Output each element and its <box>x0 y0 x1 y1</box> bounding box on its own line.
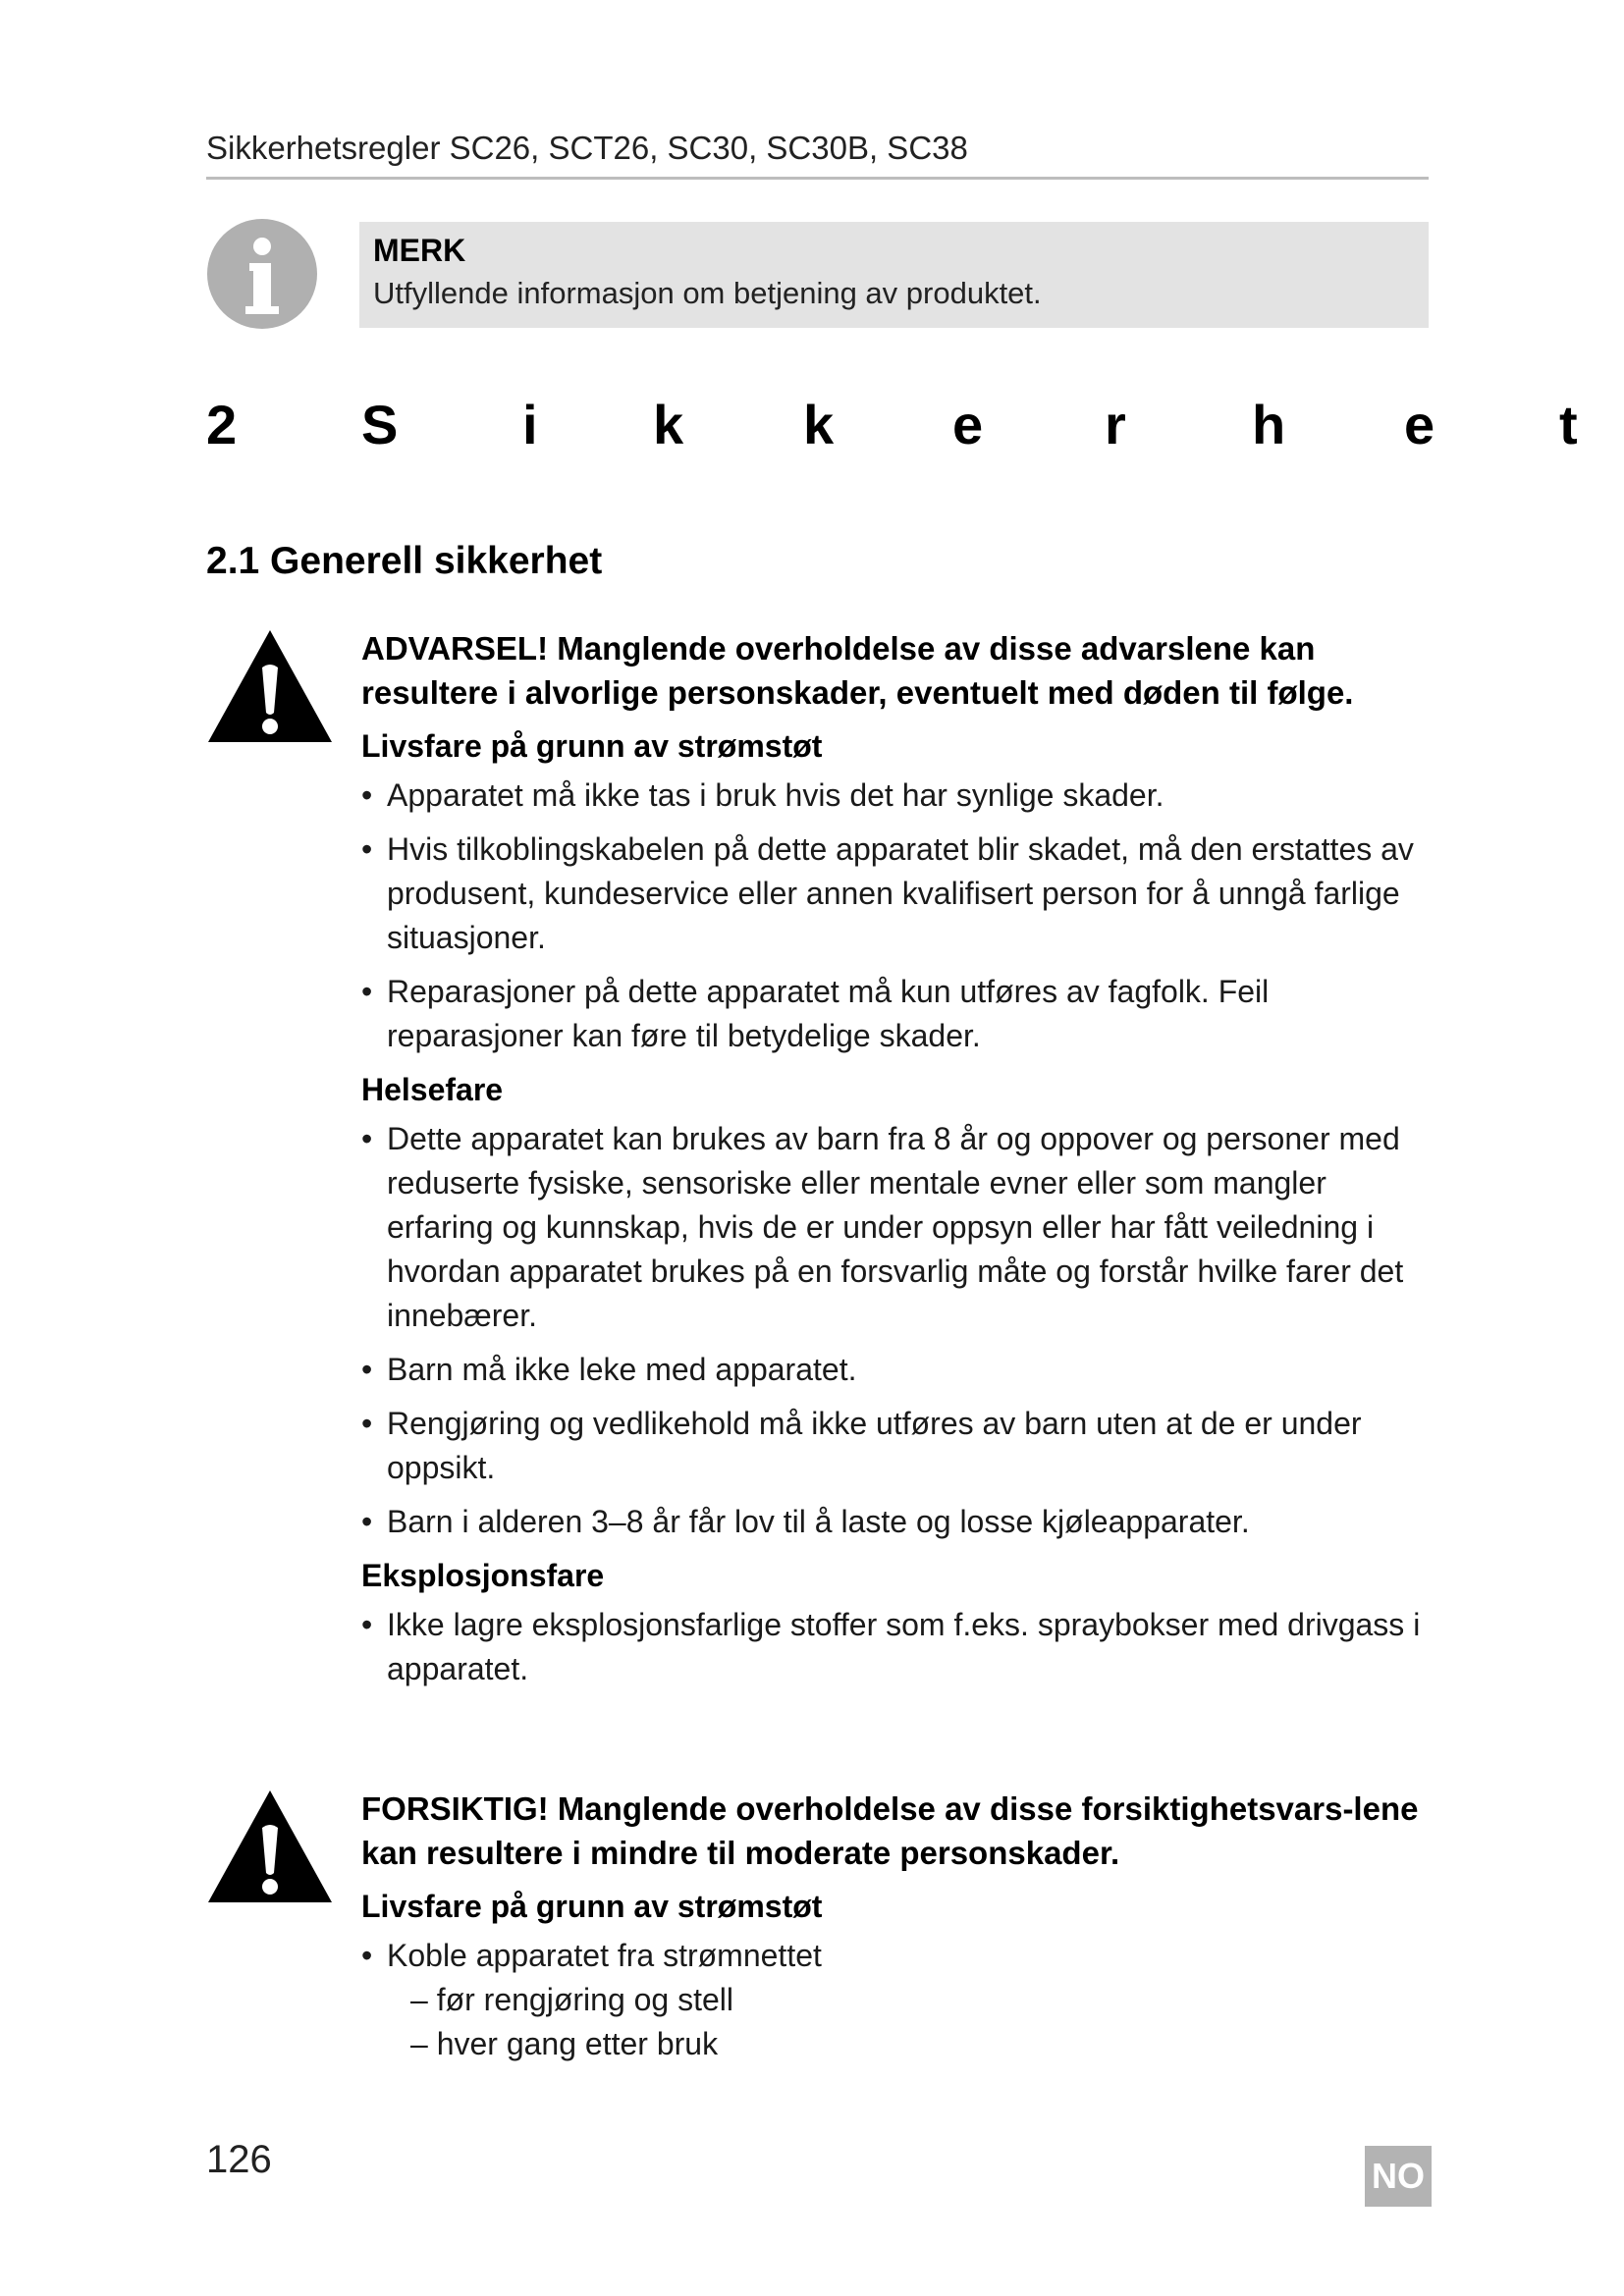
caution-triangle-icon <box>206 1789 334 1904</box>
chapter-letter: S <box>361 394 399 455</box>
section-title: 2.1 Generell sikkerhet <box>206 540 603 582</box>
list-item: • Rengjøring og vedlikehold må ikke utføres av barn uten at de er under oppsikt. <box>361 1406 1362 1485</box>
caution-heading: Livsfare på grunn av strømstøt <box>361 1889 823 1924</box>
warning-list-explosion <box>361 1603 1432 1691</box>
list-item: • Reparasjoner på dette apparatet må kun utføres av fagfolk. Feil reparasjoner kan føre til betydelige skader. <box>361 974 1270 1053</box>
caution-lead: FORSIKTIG! Manglende overholdelse av disse forsiktighetsvars-lene kan resultere i mindre til moderate personskader. <box>361 1790 1419 1871</box>
info-icon <box>206 218 318 330</box>
warning-block <box>361 626 1432 1701</box>
chapter-title <box>206 393 1624 471</box>
note-text: Utfyllende informasjon om betjening av produktet. <box>373 276 1042 310</box>
chapter-letter: e <box>1404 394 1435 455</box>
chapter-letter: t <box>1559 394 1578 455</box>
list-item: • Ikke lagre eksplosjonsfarlige stoffer som f.eks. spraybokser med drivgass i apparatet. <box>361 1607 1421 1686</box>
warning-lead: ADVARSEL! Manglende overholdelse av disse advarslene kan resultere i alvorlige personskader, eventuelt med døden til følge. <box>361 630 1354 711</box>
chapter-letter: h <box>1252 394 1286 455</box>
warning-list-electric <box>361 774 1432 1058</box>
chapter-letter: k <box>803 394 835 455</box>
caution-subitem: – hver gang etter bruk <box>410 2026 719 2061</box>
list-item: • Koble apparatet fra strømnettet <box>361 1938 822 1973</box>
page-number: 126 <box>206 2138 272 2181</box>
list-item: • Apparatet må ikke tas i bruk hvis det har synlige skader. <box>361 777 1164 813</box>
caution-list <box>361 1934 1432 1978</box>
note-box <box>359 222 1429 328</box>
caution-subitem: – før rengjøring og stell <box>410 1982 734 2017</box>
list-item: • Barn i alderen 3–8 år får lov til å laste og losse kjøleapparater. <box>361 1504 1250 1539</box>
note-title: MERK <box>373 233 466 268</box>
list-item: • Dette apparatet kan brukes av barn fra 8 år og oppover og personer med reduserte fysiske, sensoriske eller mentale evner eller som mangler erfaring og kunnskap, hvis de er under oppsyn eller har fått veiledning i hvordan apparatet brukes på en forsvarlig måte og forstår hvilke farer det innebærer. <box>361 1121 1404 1333</box>
list-item: • Barn må ikke leke med apparatet. <box>361 1352 857 1387</box>
warning-heading-electric: Livsfare på grunn av strømstøt <box>361 728 823 764</box>
language-tag: NO <box>1365 2146 1432 2207</box>
chapter-letter: e <box>952 394 984 455</box>
warning-triangle-icon <box>206 628 334 744</box>
warning-list-health <box>361 1117 1432 1544</box>
chapter-letter: r <box>1105 394 1126 455</box>
chapter-letter: i <box>522 394 538 455</box>
warning-heading-explosion: Eksplosjonsfare <box>361 1558 605 1593</box>
chapter-letter: 2 <box>206 394 238 455</box>
caution-block <box>361 1787 1432 2066</box>
warning-heading-health: Helsefare <box>361 1072 504 1107</box>
list-item: • Hvis tilkoblingskabelen på dette apparatet blir skadet, må den erstattes av produsent, kundeservice eller annen kvalifisert person for å unngå farlige situasjoner. <box>361 831 1414 955</box>
chapter-letter: k <box>653 394 684 455</box>
running-header: Sikkerhetsregler SC26, SCT26, SC30, SC30B, SC38 <box>206 130 1429 180</box>
